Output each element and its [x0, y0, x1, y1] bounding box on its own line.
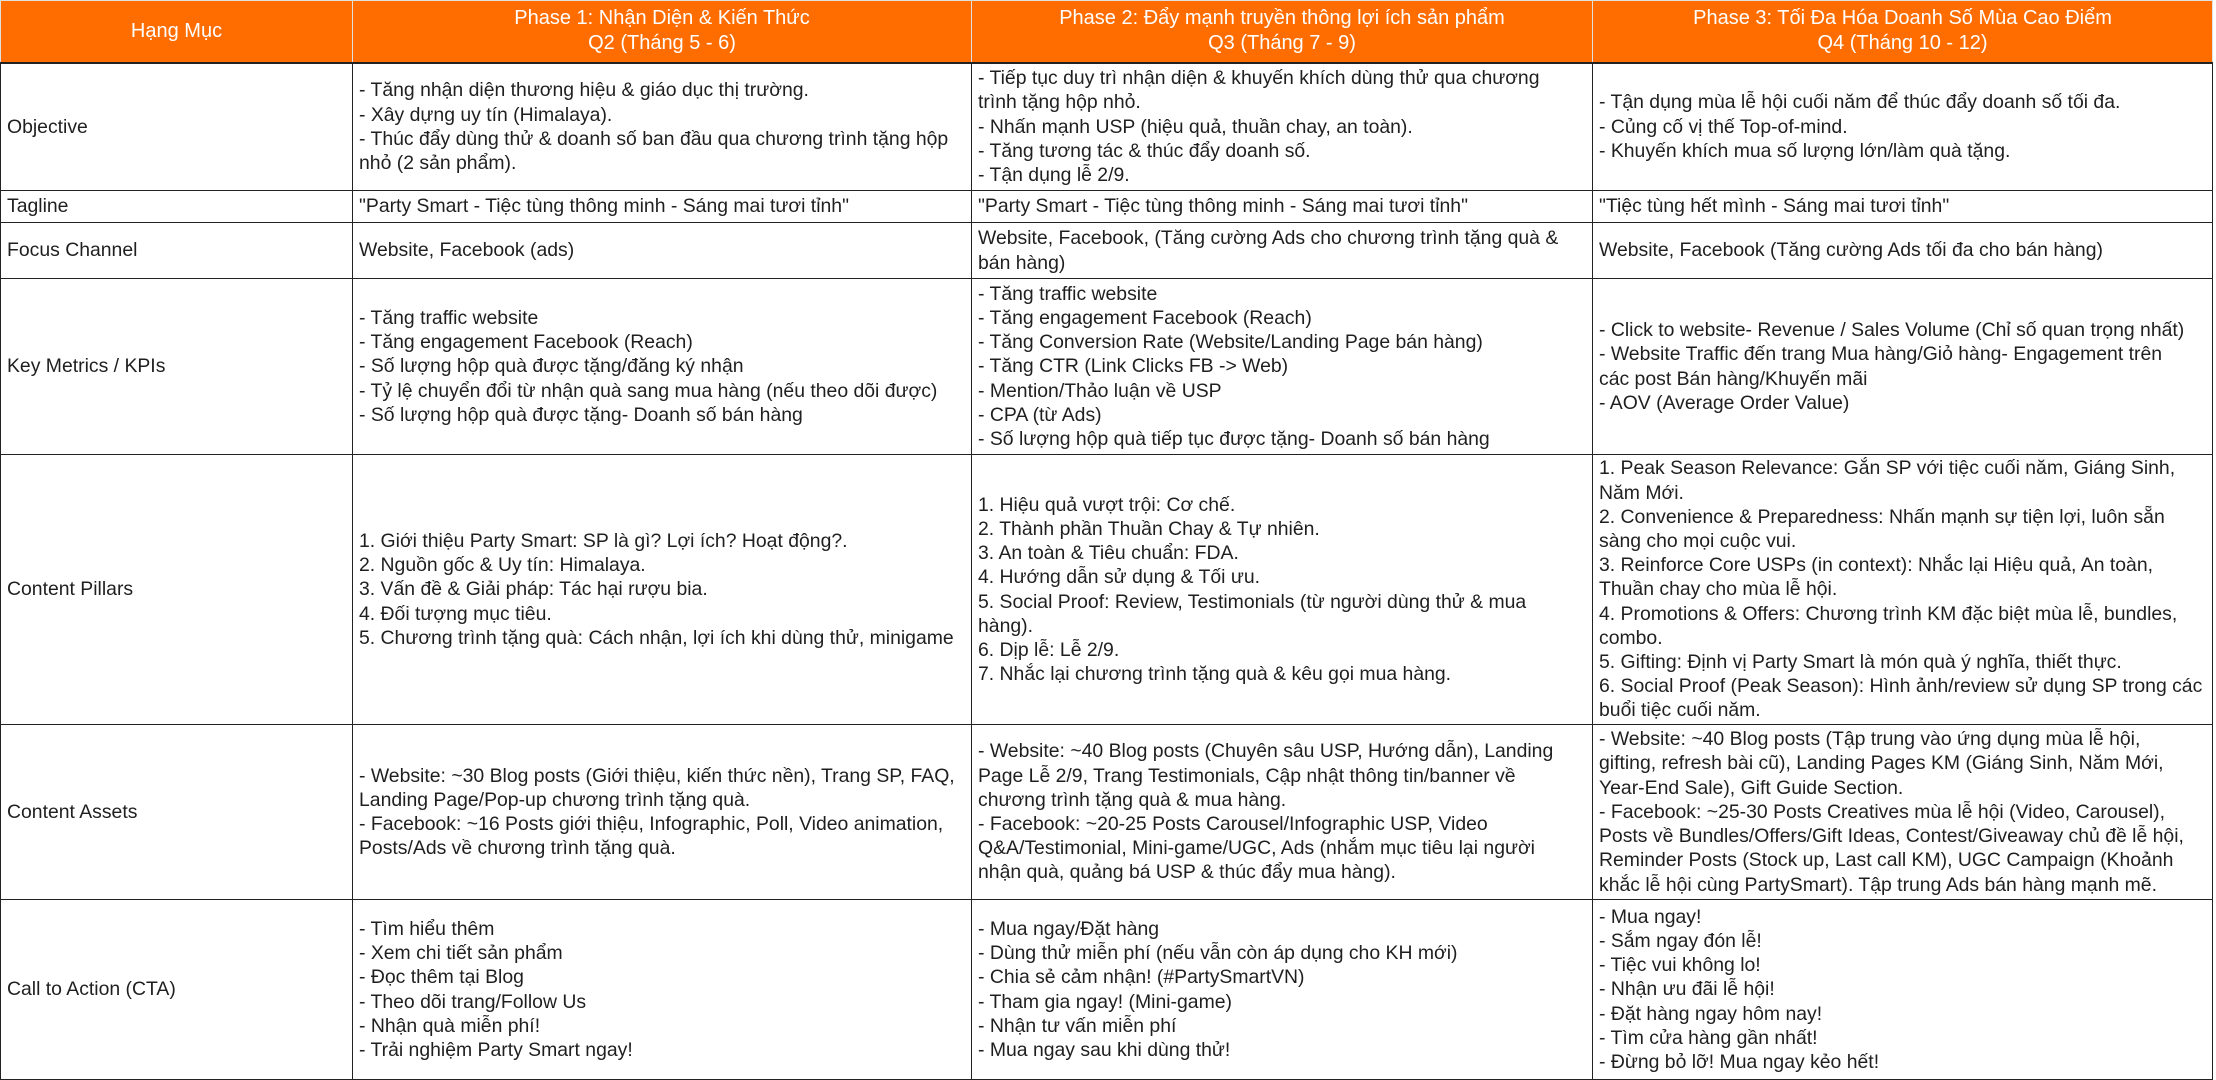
cell-phase3[interactable] [1593, 279, 2213, 455]
cell-text-line: - Website: ~40 Blog posts (Tập trung vào ứng dụng mùa lễ hội, [1599, 728, 2141, 751]
cell-phase1[interactable] [353, 900, 972, 1080]
cell-text-line: - Facebook: ~16 Posts giới thiệu, Infographic, Poll, Video animation, [359, 813, 944, 835]
cell-text-line: - Nhận ưu đãi lễ hội! [1599, 978, 1775, 1001]
cell-text-line: combo. [1599, 626, 1663, 649]
category-cell-content-assets[interactable] [1, 725, 353, 900]
cell-text-line: - Tăng tương tác & thúc đẩy doanh số. [978, 139, 1311, 162]
cell-text-line: Website, Facebook, (Tăng cường Ads cho chương trình tặng quà & [978, 227, 1559, 250]
cell-text-line: - Mention/Thảo luận về USP [978, 379, 1222, 402]
category-label: Focus Channel [7, 239, 138, 262]
header-phase2-title: Phase 2: Đẩy mạnh truyền thông lợi ích sản phẩm [1059, 7, 1505, 30]
cell-text-line: 3. An toàn & Tiêu chuẩn: FDA. [978, 542, 1239, 565]
cell-phase2[interactable] [972, 191, 1593, 223]
cell-text-line: - Tìm hiểu thêm [359, 917, 495, 940]
cell-text-line: - Tăng nhận diện thương hiệu & giáo dục thị trường. [359, 79, 809, 102]
cell-text-line: - Tiệc vui không lo! [1599, 954, 1761, 977]
cell-text-line: 2. Convenience & Preparedness: Nhấn mạnh sự tiện lợi, luôn sẵn [1599, 505, 2165, 528]
cell-text-line: 6. Dịp lễ: Lễ 2/9. [978, 638, 1120, 661]
category-cell-tagline[interactable] [1, 191, 353, 223]
row-content-pillars [1, 455, 2213, 725]
header-category-text: Hạng Mục [130, 19, 223, 42]
category-label: Content Pillars [7, 578, 134, 601]
cell-text-line: - Website Traffic đến trang Mua hàng/Giỏ hàng- Engagement trên [1599, 343, 2163, 366]
cell-phase3[interactable] [1593, 191, 2213, 223]
cell-text-line: - Trải nghiệm Party Smart ngay! [359, 1038, 633, 1061]
cell-phase1[interactable] [353, 63, 972, 191]
cell-text-line: sàng cho mọi cuộc vui. [1599, 529, 1797, 552]
cell-text-line: - Facebook: ~25-30 Posts Creatives mùa lễ hội (Video, Carousel), [1599, 800, 2166, 823]
cell-phase1[interactable] [353, 279, 972, 455]
cell-phase1[interactable] [353, 223, 972, 279]
header-phase1-title: Phase 1: Nhận Diện & Kiến Thức [514, 7, 810, 30]
cell-text-line: - Chia sẻ cảm nhận! (#PartySmartVN) [978, 966, 1305, 989]
header-phase3-title: Phase 3: Tối Đa Hóa Doanh Số Mùa Cao Điểm [1693, 7, 2112, 30]
cell-text-line: - Số lượng hộp quà được tặng- Doanh số bán hàng [359, 403, 803, 426]
cell-text-line: 4. Promotions & Offers: Chương trình KM đặc biệt mùa lễ, bundles, [1599, 602, 2178, 625]
cell-phase3[interactable] [1593, 63, 2213, 191]
category-cell-focus-channel[interactable] [1, 223, 353, 279]
category-label: Key Metrics / KPIs [7, 355, 166, 378]
cell-text-line: 2. Thành phần Thuần Chay & Tự nhiên. [978, 517, 1320, 540]
cell-text-line: Year-End Sale), Gift Guide Section. [1599, 776, 1904, 799]
cell-text-line: - Tiếp tục duy trì nhận diện & khuyến khích dùng thử qua chương [978, 67, 1540, 90]
cell-text-line: nhỏ (2 sản phẩm). [359, 151, 517, 174]
cell-text-line: - Số lượng hộp quà tiếp tục được tặng- Doanh số bán hàng [978, 428, 1490, 450]
cell-text-line: Năm Mới. [1599, 481, 1684, 504]
cell-text-line: Page Lễ 2/9, Trang Testimonials, Cập nhật thông tin/banner về [978, 764, 1516, 787]
row-call-to-action [1, 900, 2213, 1080]
cell-text-line: - Tìm cửa hàng gần nhất! [1599, 1026, 1818, 1049]
cell-text-line: Website, Facebook (ads) [359, 239, 575, 262]
cell-text-line: - Thúc đẩy dùng thử & doanh số ban đầu qua chương trình tặng hộp [359, 127, 949, 150]
cell-text-line: - Nhận quà miễn phí! [359, 1014, 541, 1037]
row-key-metrics [1, 279, 2213, 455]
cell-text-line: các post Bán hàng/Khuyến mãi [1599, 367, 1868, 390]
cell-text-line: - Nhấn mạnh USP (hiệu quả, thuần chay, an toàn). [978, 115, 1413, 138]
cell-text-line: - Tham gia ngay! (Mini-game) [978, 990, 1232, 1013]
header-phase1-period: Q2 (Tháng 5 - 6) [588, 32, 736, 55]
category-label: Call to Action (CTA) [7, 978, 176, 1001]
category-cell-key-metrics[interactable] [1, 279, 353, 455]
cell-text-line: gifting, refresh bài cũ), Landing Pages KM (Giáng Sinh, Năm Mới, [1599, 752, 2164, 775]
cell-text-line: 6. Social Proof (Peak Season): Hình ảnh/review sử dụng SP trong các [1599, 675, 2203, 698]
header-row [1, 1, 2213, 63]
cell-text-line: - Tận dụng mùa lễ hội cuối năm để thúc đẩy doanh số tối đa. [1599, 91, 2121, 114]
cell-text-line: nhận quà, quảng bá USP & thúc đẩy mua hàng). [978, 861, 1396, 884]
cell-text-line: - Tỷ lệ chuyển đổi từ nhận quà sang mua hàng (nếu theo dõi được) [359, 379, 938, 402]
cell-text-line: 1. Peak Season Relevance: Gắn SP với tiệc cuối năm, Giáng Sinh, [1599, 457, 2176, 480]
cell-phase1[interactable] [353, 725, 972, 900]
cell-text-line: - Website: ~40 Blog posts (Chuyên sâu USP, Hướng dẫn), Landing [978, 740, 1554, 763]
cell-text-line: - AOV (Average Order Value) [1599, 391, 1850, 414]
cell-text-line: - Tận dụng lễ 2/9. [978, 164, 1130, 187]
header-phase3-period: Q4 (Tháng 10 - 12) [1817, 32, 1988, 55]
cell-text-line: buổi tiệc cuối năm. [1599, 699, 1761, 722]
cell-text-line: - Nhận tư vấn miễn phí [978, 1014, 1177, 1037]
category-cell-objective[interactable] [1, 63, 353, 191]
cell-text-line: - Theo dõi trang/Follow Us [359, 990, 587, 1013]
cell-text-line: - CPA (từ Ads) [978, 403, 1102, 426]
cell-phase1[interactable] [353, 455, 972, 725]
row-objective [1, 63, 2213, 191]
cell-text-line: bán hàng) [978, 251, 1066, 274]
cell-text-line: - Đọc thêm tại Blog [359, 966, 524, 989]
cell-text-line: - Đặt hàng ngay hôm nay! [1599, 1002, 1823, 1025]
cell-text-line: - Xem chi tiết sản phẩm [359, 942, 563, 965]
cell-text-line: - Tăng traffic website [978, 282, 1158, 305]
cell-text-line: - Mua ngay! [1599, 905, 1702, 928]
cell-text-line: 4. Đối tượng mục tiêu. [359, 602, 552, 625]
cell-text-line: 3. Vấn đề & Giải pháp: Tác hại rượu bia. [359, 578, 708, 601]
category-label: Tagline [7, 195, 69, 218]
category-cell-content-pillars[interactable] [1, 455, 353, 725]
cell-text-line: 2. Nguồn gốc & Uy tín: Himalaya. [359, 554, 646, 577]
cell-phase2[interactable] [972, 223, 1593, 279]
header-phase2-period: Q3 (Tháng 7 - 9) [1208, 32, 1356, 55]
category-cell-call-to-action[interactable] [1, 900, 353, 1080]
cell-text-line: - Sắm ngay đón lễ! [1599, 929, 1762, 952]
cell-text-line: - Tăng Conversion Rate (Website/Landing Page bán hàng) [978, 331, 1483, 354]
cell-text-line: Landing Page/Pop-up chương trình tặng quà. [359, 788, 751, 811]
cell-phase3[interactable] [1593, 223, 2213, 279]
cell-text-line: - Tăng engagement Facebook (Reach) [359, 331, 693, 354]
cell-phase2[interactable] [972, 725, 1593, 900]
cell-text-line: - Facebook: ~20-25 Posts Carousel/Infographic USP, Video [978, 813, 1488, 835]
cell-text-line: Posts về Bundles/Offers/Gift Ideas, Contest/Giveaway chủ đề lễ hội, [1599, 825, 2184, 848]
cell-text-line: - Xây dựng uy tín (Himalaya). [359, 103, 613, 126]
cell-text-line: - Dùng thử miễn phí (nếu vẫn còn áp dụng cho KH mới) [978, 942, 1458, 965]
cell-text-line: Reminder Posts (Stock up, Last call KM), UGC Campaign (Khoảnh [1599, 849, 2174, 872]
cell-phase3[interactable] [1593, 725, 2213, 900]
cell-phase2[interactable] [972, 455, 1593, 725]
cell-text-line: 5. Social Proof: Review, Testimonials (từ người dùng thử & mua [978, 590, 1527, 613]
cell-text-line: - Tăng engagement Facebook (Reach) [978, 306, 1312, 329]
cell-text-line: trình tặng hộp nhỏ. [978, 91, 1141, 114]
cell-phase2[interactable] [972, 63, 1593, 191]
category-label: Content Assets [7, 800, 138, 823]
cell-text-line: "Party Smart - Tiệc tùng thông minh - Sáng mai tươi tỉnh" [359, 195, 849, 218]
cell-text-line: 1. Giới thiệu Party Smart: SP là gì? Lợi ích? Hoạt động?. [359, 529, 848, 552]
cell-text-line: chương trình tặng quà & mua hàng. [978, 788, 1287, 811]
cell-text-line: khắc lễ hội cùng PartySmart). Tập trung Ads bán hàng mạnh mẽ. [1599, 873, 2157, 896]
cell-text-line: 5. Gifting: Định vị Party Smart là món quà ý nghĩa, thiết thực. [1599, 651, 2122, 673]
cell-text-line: Q&A/Testimonial, Mini-game/UGC, Ads (nhắm mục tiêu lại người [978, 837, 1535, 860]
cell-phase2[interactable] [972, 279, 1593, 455]
cell-text-line: 4. Hướng dẫn sử dụng & Tối ưu. [978, 566, 1260, 589]
cell-phase2[interactable] [972, 900, 1593, 1080]
cell-text-line: 7. Nhắc lại chương trình tặng quà & kêu gọi mua hàng. [978, 663, 1452, 686]
header-phase1-cell[interactable] [353, 1, 972, 63]
cell-text-line: Thuần chay cho mùa lễ hội. [1599, 578, 1838, 601]
header-category-cell[interactable] [1, 1, 353, 63]
category-label: Objective [7, 115, 88, 138]
row-content-assets [1, 725, 2213, 900]
row-focus-channel [1, 223, 2213, 279]
cell-text-line: - Đừng bỏ lỡ! Mua ngay kẻo hết! [1599, 1051, 1880, 1073]
cell-phase3[interactable] [1593, 900, 2213, 1080]
cell-text-line: - Củng cố vị thế Top-of-mind. [1599, 115, 1848, 138]
cell-text-line: - Website: ~30 Blog posts (Giới thiệu, kiến thức nền), Trang SP, FAQ, [359, 764, 955, 787]
header-phase2-cell[interactable] [972, 1, 1593, 63]
cell-text-line: - Mua ngay/Đặt hàng [978, 917, 1160, 940]
cell-phase3[interactable] [1593, 455, 2213, 725]
cell-text-line: "Party Smart - Tiệc tùng thông minh - Sáng mai tươi tỉnh" [978, 195, 1468, 218]
cell-text-line: - Mua ngay sau khi dùng thử! [978, 1038, 1231, 1061]
cell-text-line: - Tăng traffic website [359, 306, 539, 329]
header-phase3-cell[interactable] [1593, 1, 2213, 63]
cell-text-line: Website, Facebook (Tăng cường Ads tối đa cho bán hàng) [1599, 239, 2103, 262]
cell-text-line: 5. Chương trình tặng quà: Cách nhận, lợi ích khi dùng thử, minigame [359, 626, 954, 649]
cell-text-line: - Khuyến khích mua số lượng lớn/làm quà tặng. [1599, 139, 2011, 162]
cell-text-line: - Tăng CTR (Link Clicks FB -> Web) [978, 355, 1289, 378]
row-tagline [1, 191, 2213, 223]
cell-text-line: - Click to website- Revenue / Sales Volume (Chỉ số quan trọng nhất) [1599, 319, 2185, 342]
cell-text-line: - Số lượng hộp quà được tặng/đăng ký nhận [359, 355, 744, 378]
cell-text-line: hàng). [978, 614, 1033, 637]
cell-phase1[interactable] [353, 191, 972, 223]
cell-text-line: Posts/Ads về chương trình tặng quà. [359, 837, 676, 860]
cell-text-line: 1. Hiệu quả vượt trội: Cơ chế. [978, 493, 1236, 516]
cell-text-line: 3. Reinforce Core USPs (in context): Nhắc lại Hiệu quả, An toàn, [1599, 554, 2153, 577]
cell-text-line: "Tiệc tùng hết mình - Sáng mai tươi tỉnh" [1599, 195, 1950, 218]
